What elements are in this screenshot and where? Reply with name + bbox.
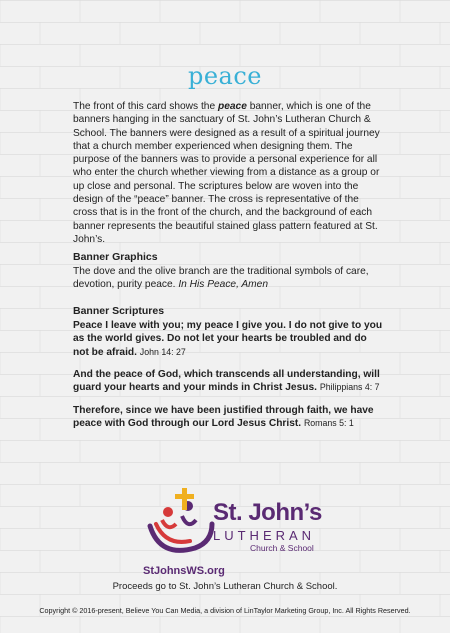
- verse-text: Peace I leave with you; my peace I give you. I do not give to you as the world gives. Do not let your hearts be troubled and do not be afraid.: [73, 320, 383, 358]
- verse-ref: Romans 5: 1: [303, 418, 354, 429]
- intro-emphasis: peace: [217, 101, 247, 112]
- banner-graphics-heading: Banner Graphics: [73, 251, 158, 263]
- verse-text: Therefore, since we have been justified through faith, we have peace with God through our Lord Jesus Christ.: [73, 405, 374, 430]
- verse-ref: John 14: 27: [139, 346, 186, 357]
- verse: [73, 368, 383, 395]
- intro-text-2: banner, which is one of the banners hanging in the sanctuary of St. John’s Lutheran Church & School. The banners were designed as a result of a spiritual journey that a church member experienced when designing them. The purpose of the banners was to provide a personal experience for all who enter the church whether viewing from a distance as a group or up close and personal. The scriptures below are woven into the design of the “peace” banner. The cross is representative of the cross that is in the front of the church, and the background of each banner represents the beautiful stained glass pattern featured at St. John’s.: [73, 101, 380, 245]
- banner-scriptures-heading: Banner Scriptures: [73, 305, 165, 317]
- banner-graphics-text: The dove and the olive branch are the traditional symbols of care, devotion, purity peace.: [73, 266, 369, 291]
- logo-name: St. John’s: [213, 499, 322, 526]
- proceeds-note: Proceeds go to St. John’s Lutheran Church & School.: [112, 581, 338, 592]
- logo-church-school: Church & School: [250, 543, 314, 553]
- verse-ref: Philippians 4: 7: [319, 382, 380, 393]
- logo-lutheran: LUTHERAN: [213, 528, 316, 543]
- verse: [73, 404, 383, 431]
- verse-text: And the peace of God, which transcends all understanding, will guard your hearts and your minds in Christ Jesus.: [73, 369, 380, 394]
- page-title: peace: [187, 62, 263, 90]
- copyright-notice: Copyright © 2016-present, Believe You Can Media, a division of LinTaylor Marketing Group, Inc. All Rights Reserved.: [39, 606, 411, 615]
- intro-text-1: The front of this card shows the: [73, 101, 218, 112]
- banner-graphics-body: [73, 265, 383, 292]
- website-link[interactable]: StJohnsWS.org: [143, 565, 225, 577]
- verse: [73, 319, 383, 359]
- intro-paragraph: [73, 100, 383, 246]
- banner-graphics-closing: In His Peace, Amen: [178, 279, 268, 291]
